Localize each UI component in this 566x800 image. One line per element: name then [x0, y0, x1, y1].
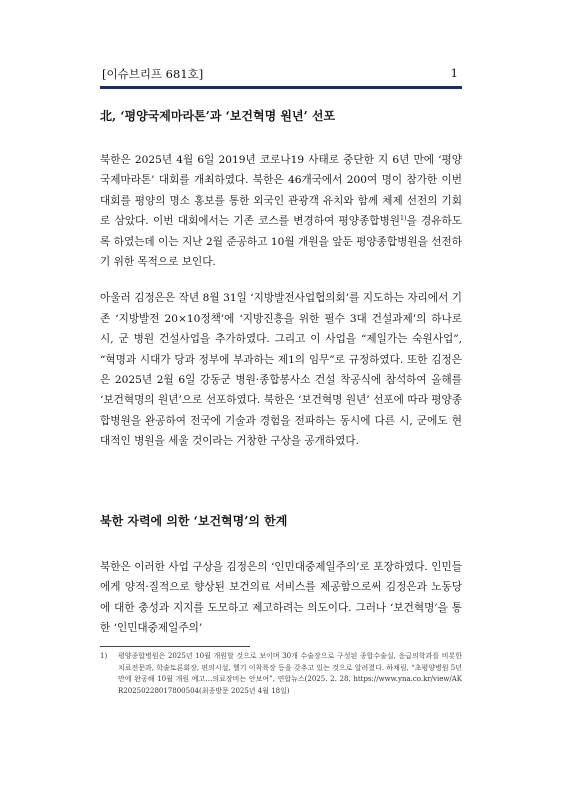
issue-label: [이슈브리프 681호]: [102, 67, 204, 81]
paragraph-1-text-b: 을 경유하도록 하였는데 이는 지난 2월 준공하고 10월 개원을 앞둔 평양종합병원을 선전하기 위한 목적으로 보인다.: [100, 215, 462, 269]
footnote-ref-1[interactable]: 1): [399, 215, 407, 223]
paragraph-2: 아울러 김정은은 작년 8월 31일 ‘지방발전사업협의회’를 지도하는 자리에서 기존 ‘지방발전 20×10정책’에 ‘지방진흥을 위한 필수 3대 건설과제’의 하나로 시, 군 병원 건설사업을 추가하였다. 그리고 이 사업을 “제일가는 숙원사업”, “혁명과 시대가 당과 정부에 부과하는 제1의 임무”로 규정하였다. 또한 김정은은 2025년 2월 6일 강동군 병원·종합봉사소 건설 착공식에 참석하여 올해를 ‘보건혁명의 원년’으로 선포하였다. 북한은 ‘보건혁명 원년’ 선포에 따라 평양종합병원을 완공하여 전국에 기술과 경험을 전파하는 동시에 다른 시, 군에도 현대적인 병원을 세울 것이라는 거창한 구상을 공개하였다.: [100, 292, 462, 448]
body-text: [100, 150, 462, 468]
paragraph-3: 북한은 이러한 사업 구상을 김정은의 ‘인민대중제일주의’로 포장하였다. 인민들에게 양적·질적으로 향상된 보건의료 서비스를 제공함으로써 김정은과 노동당에 대한 충성과 지지를 도모하고 제고하려는 의도이다. 그러나 ‘보건혁명’을 통한 ‘인민대중제일주의’: [100, 561, 462, 635]
page-number: 1: [450, 66, 458, 80]
document-title: 北, ‘평양국제마라톤’과 ‘보건혁명 원년’ 선포: [100, 109, 336, 123]
footnote-1: [100, 651, 462, 697]
section-heading: 북한 자력에 의한 ‘보건혁명’의 한계: [100, 514, 288, 528]
page-header: [100, 66, 460, 82]
footnote-number: 1): [100, 652, 108, 660]
footnote-text: 평양종합병원은 2025년 10월 개원할 것으로 보이며 30개 수술장으로 구성된 종합수술실, 응급의학과를 비롯한 치료전문과, 학술토론회장, 편의시설, 헬기 이착륙장 등을 갖추고 있는 것으로 알려졌다. 하채림, “초평양병원 5년만에 완공해 10월 개원 예고…의료장비는 안보여”, 연합뉴스(2025. 2. 28, https://www.yna.co.kr/view/AKR20250228017800504(최종방문 2025년 4월 18일): [118, 652, 462, 695]
paragraph-1-text-a: 북한은 2025년 4월 6일 2019년 코로나19 사태로 중단한 지 6년 만에 ‘평양국제마라톤’ 대회를 개최하였다. 북한은 46개국에서 200여 명이 참가한 이번 대회를 평양의 명소 홍보를 통한 외국인 관광객 유치와 함께 체제 선전의 기회로 삼았다. 이번 대회에서는 기존 코스를 변경하여 평양종합병원: [100, 154, 462, 228]
footnote-divider: [100, 646, 250, 647]
paragraph-1: [100, 150, 462, 272]
header-divider: [100, 86, 462, 89]
